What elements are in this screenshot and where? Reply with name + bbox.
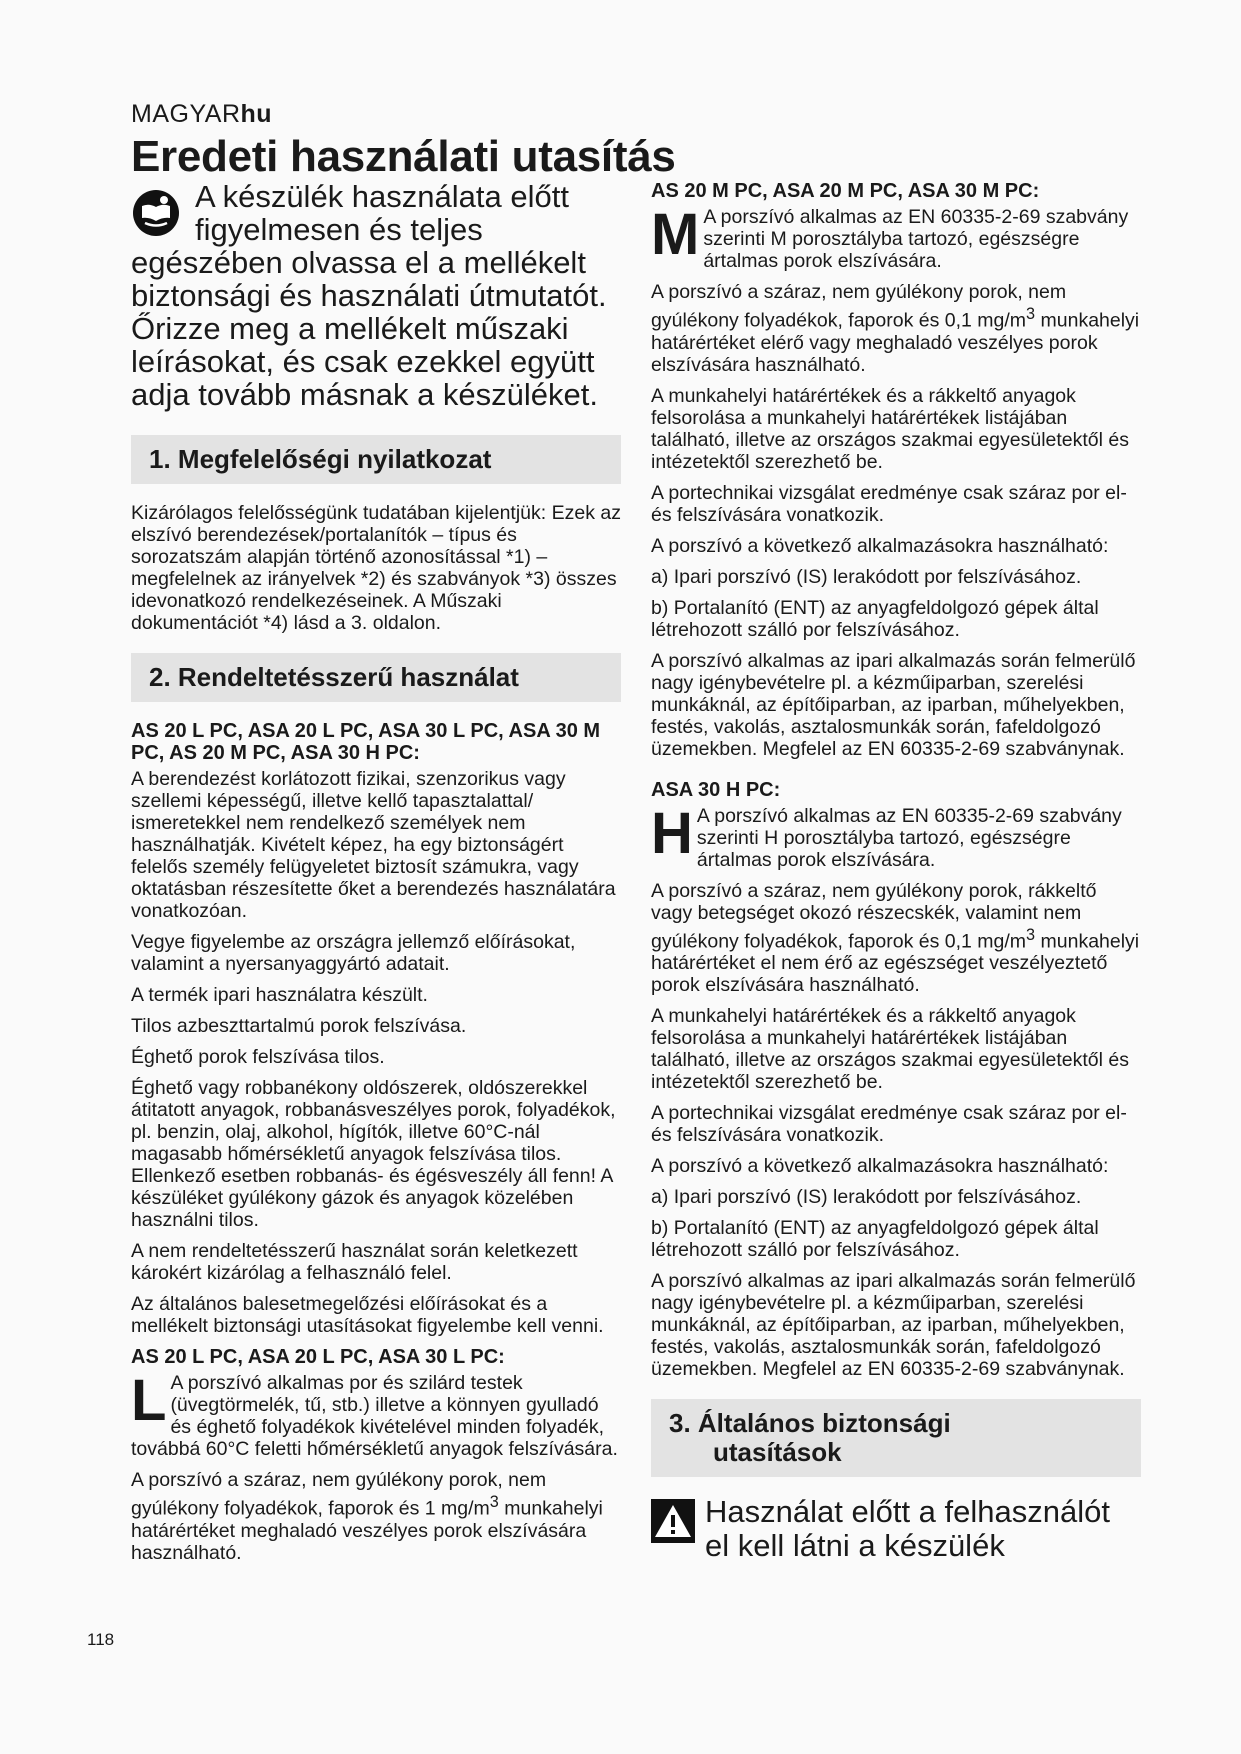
paragraph: Éghető porok felszívása tilos. (131, 1046, 385, 1068)
page-title: Eredeti használati utasítás (131, 132, 676, 181)
paragraph: A termék ipari használatra készült. (131, 984, 428, 1006)
paragraph: a) Ipari porszívó (IS) lerakódott por felszívásához. (651, 565, 1082, 588)
paragraph: A munkahelyi határértékek és a rákkeltő anyagok felsorolása a munkahelyi határértékek listájában található, illetve az országos szakmai egyesületektől és intézetektől szerezhető be. (651, 1005, 1129, 1093)
paragraph: a) Ipari porszívó (IS) lerakódott por felszívásához. (651, 1186, 1082, 1208)
paragraph: A berendezést korlátozott fizikai, szenzorikus vagy szellemi képességű, illetve kellő tapasztalattal/ ismeretekkel nem rendelkező személyek nem használhatják. Kivételt képez, ha egy biztonságért felelős személy felügyeletet biztosít számukra, vagy oktatásban részesítette őket a berendezés használatára vonatkozóan. (131, 768, 616, 922)
section-2-heading: 2. Rendeltetésszerű használat (131, 653, 621, 702)
paragraph: b) Portalanító (ENT) az anyagfeldolgozó gépek által létrehozott szálló por felszívásához. (651, 1217, 1099, 1261)
page-number: 118 (87, 1630, 115, 1649)
paragraph: A porszívó alkalmas az ipari alkalmazás során felmerülő nagy igénybevételre pl. a kézműiparban, szerelési munkáknál, az építőiparban, az iparban, műhelyekben, festés, vakolás, asztalosmunkák során, fafeldolgozó üzemekben. Megfelel az EN 60335-2-69 szabványnak. (651, 1270, 1136, 1380)
l-class-badge: L (131, 1368, 167, 1433)
l-class-limit: A porszívó a száraz, nem gyúlékony porok, nem gyúlékony folyadékok, faporok és 1 $mg/m^3$ munkahelyi határértéket meghaladó veszélyes porok elszívására használható. (131, 1469, 603, 1564)
m-class-limit: A porszívó a száraz, nem gyúlékony porok, nem gyúlékony folyadékok, faporok és 0,1 $mg/m^3$ munkahelyi határértéket elérő vagy meghaladó veszélyes porok elszívására használható. (651, 281, 1140, 376)
warning-icon (651, 1499, 695, 1543)
declaration-text: Kizárólagos felelősségünk tudatában kijelentjük: Ezek az elszívó berendezések/portalanítók – típus és sorozatszám alapján történő azonosítással *1) – megfelelnek az irányelvek *2) és szabványok *3) összes idevonatkozó rendelkezéseinek. A Műszaki dokumentációt *4) lásd a 3. oldalon. (131, 502, 621, 634)
language-label: MAGYARhu (131, 100, 273, 128)
l-class-heading: AS 20 L PC, ASA 20 L PC, ASA 30 L PC: (131, 1346, 505, 1368)
paragraph: A portechnikai vizsgálat eredménye csak száraz por el- és felszívására vonatkozik. (651, 1102, 1127, 1146)
paragraph: A nem rendeltetésszerű használat során keletkezett károkért kizárólag a felhasználó felel. (131, 1240, 578, 1284)
paragraph: Az általános balesetmegelőzési előírásokat és a mellékelt biztonsági utasításokat figyelembe kell venni. (131, 1293, 604, 1337)
m-class-badge: M (651, 202, 700, 267)
h-class-description: H A porszívó alkalmas az EN 60335-2-69 szabvány szerinti H porosztályba tartozó, egészségre ártalmas porok elszívására. (651, 800, 1122, 871)
paragraph: A portechnikai vizsgálat eredménye csak száraz por el- és felszívására vonatkozik. (651, 481, 1127, 526)
paragraph: A porszívó a következő alkalmazásokra használható: (651, 1155, 1109, 1177)
h-class-heading: ASA 30 H PC: (651, 778, 781, 801)
h-class-badge: H (651, 800, 693, 866)
left-column (131, 180, 621, 1573)
h-class-limit: A porszívó a száraz, nem gyúlékony porok, rákkeltő vagy betegséget okozó részecskék, valamint nem gyúlékony folyadékok, faporok és 0,1 $mg/m^3$ munkahelyi határértéket el nem érő az egészséget veszélyeztető porok elszívására használható. (651, 879, 1140, 996)
right-column (651, 180, 1141, 1563)
m-class-heading: AS 20 M PC, ASA 20 M PC, ASA 30 M PC: (651, 180, 1040, 202)
l-class-description: L A porszívó alkalmas por és szilárd testek (üvegtörmelék, tű, stb.) illetve a könnyen gyulladó és éghető folyadékok kivételével minden folyadék, továbbá 60°C feletti hőmérsékletű anyagok felszívására. (131, 1368, 618, 1460)
m-class-description: M A porszívó alkalmas az EN 60335-2-69 szabvány szerinti M porosztályba tartozó, egészségre ártalmas porok elszívására. (651, 202, 1129, 272)
paragraph: Éghető vagy robbanékony oldószerek, oldószerekkel átitatott anyagok, robbanásveszélyes porok, folyadékok, pl. benzin, olaj, alkohol, hígítók, illetve 60°C-nál magasabb hőmérsékletű anyagok felszívása tilos. Ellenkező esetben robbanás- és égésveszély áll fenn! A készüléket gyúlékony gázok és anyagok közelében használni tilos. (131, 1077, 616, 1231)
warning-block (651, 1495, 1141, 1563)
paragraph: A porszívó alkalmas az ipari alkalmazás során felmerülő nagy igénybevételre pl. a kézműiparban, szerelési munkáknál, az építőiparban, az iparban, műhelyekben, festés, vakolás, asztalosmunkák során, fafeldolgozó üzemekben. Megfelel az EN 60335-2-69 szabványnak. (651, 649, 1136, 760)
paragraph: Vegye figyelembe az országra jellemző előírásokat, valamint a nyersanyaggyártó adatait. (131, 931, 576, 975)
intro-text: A készülék használata előtt figyelmesen és teljes egészében olvassa el a mellékelt biztonsági és használati útmutatót. Őrizze meg a mellékelt műszaki leírásokat, és csak ezekkel együtt adja tovább másnak a készüléket. (131, 179, 607, 412)
models-heading: AS 20 L PC, ASA 20 L PC, ASA 30 L PC, ASA 30 M PC, AS 20 M PC, ASA 30 H PC: (131, 720, 601, 764)
paragraph: b) Portalanító (ENT) az anyagfeldolgozó gépek által létrehozott szálló por felszívásához. (651, 596, 1099, 641)
paragraph: A porszívó a következő alkalmazásokra használható: (651, 534, 1109, 557)
paragraph: Tilos azbeszttartalmú porok felszívása. (131, 1015, 467, 1037)
warning-text: Használat előtt a felhasználót el kell látni a készülék (705, 1494, 1110, 1563)
section-3-heading: 3. Általános biztonsági utasítások (651, 1399, 1141, 1477)
intro-block (131, 180, 621, 411)
read-manual-icon (131, 188, 181, 238)
section-1-heading: 1. Megfelelőségi nyilatkozat (131, 435, 621, 484)
paragraph: A munkahelyi határértékek és a rákkeltő anyagok felsorolása a munkahelyi határértékek listájában található, illetve az országos szakmai egyesületektől és intézetektől szerezhető be. (651, 384, 1129, 473)
